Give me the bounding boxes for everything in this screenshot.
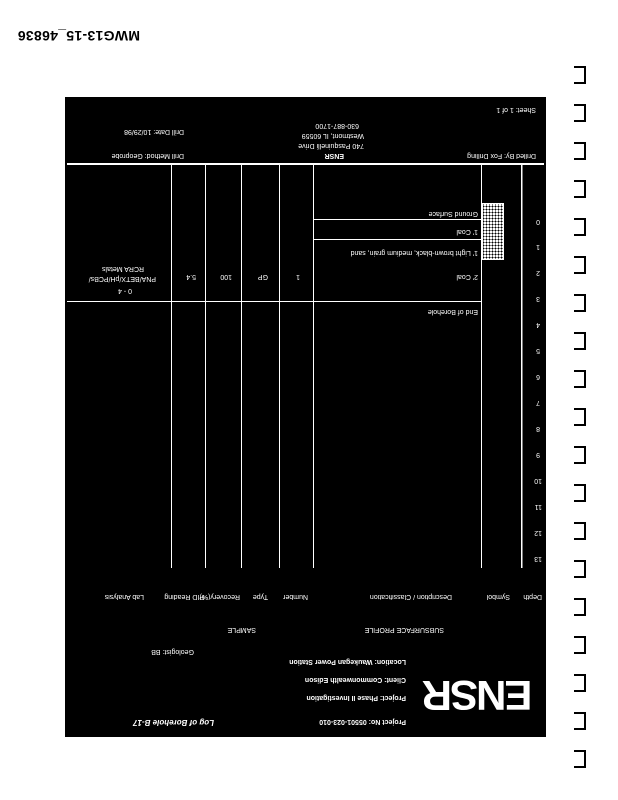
company-phone: 630-887-1700 <box>315 122 359 129</box>
depth-tick: 12 <box>534 529 542 536</box>
log-title: Log of Borehole B-17 <box>133 718 214 727</box>
margin-bracket <box>574 674 586 692</box>
depth-minor-ticks <box>520 165 530 620</box>
project-name: Project: Phase II Investigation <box>306 694 406 701</box>
margin-bracket <box>574 598 586 616</box>
location-name: Location: Waukegan Power Station <box>289 658 406 665</box>
margin-bracket <box>574 484 586 502</box>
ground-surface-label: Ground Surface <box>428 210 478 217</box>
divider-type <box>241 165 242 620</box>
col-number: Number <box>283 593 308 600</box>
company-address-1: 740 Pasquinelli Drive <box>298 142 364 149</box>
group-header-row <box>67 620 544 637</box>
margin-bracket <box>574 408 586 426</box>
margin-bracket <box>574 104 586 122</box>
col-symbol: Symbol <box>486 593 510 600</box>
lab-analysis-2: RCRA Metals <box>101 265 144 272</box>
group-subsurface-profile: SUBSURFACE PROFILE <box>364 626 444 633</box>
depth-tick: 0 <box>536 218 540 225</box>
margin-bracket <box>574 218 586 236</box>
sample-pid: 5.4 <box>186 273 196 280</box>
margin-bracket <box>574 66 586 84</box>
depth-tick: 10 <box>534 477 542 484</box>
divider-recovery <box>205 165 206 620</box>
col-pid: PID Reading <box>164 593 204 600</box>
log-grid <box>67 165 544 620</box>
col-recovery: Recovery(%) <box>199 593 240 600</box>
company-address-2: Westmont, IL 60559 <box>301 132 364 139</box>
layer-2: 1' Light brown-black, medium grain, sand <box>350 249 478 256</box>
group-sample: SAMPLE <box>227 626 256 633</box>
depth-tick: 6 <box>536 373 540 380</box>
divider-number <box>279 165 280 620</box>
title-block <box>67 637 544 735</box>
margin-bracket <box>574 294 586 312</box>
project-number: Project No: 05501-023-010 <box>319 718 406 725</box>
document-stamp: MWG13-15_46836 <box>17 28 140 44</box>
drill-method: Drill Method: Geoprobe <box>111 152 184 159</box>
lab-depth: 0 - 4 <box>117 287 132 294</box>
depth-tick: 3 <box>536 295 540 302</box>
col-type: Type <box>252 593 268 600</box>
margin-bracket <box>574 142 586 160</box>
depth-tick: 4 <box>536 321 540 328</box>
end-of-borehole: End of Borehole <box>427 308 478 315</box>
ensr-logo: ENSR <box>418 665 538 725</box>
layer-1: 1' Coal <box>456 228 478 235</box>
drill-info-bar <box>67 99 544 163</box>
margin-bracket <box>574 750 586 768</box>
margin-bracket <box>574 370 586 388</box>
depth-tick: 5 <box>536 347 540 354</box>
ground-surface-line <box>314 219 482 220</box>
client-name: Client: Commonwealth Edison <box>304 676 406 683</box>
column-header-row <box>67 568 544 620</box>
sample-number: 1 <box>296 273 300 280</box>
lab-analysis-1: PNA/BETX/pH/PCBs/ <box>88 275 156 282</box>
layer-3: 2' Coal <box>456 273 478 280</box>
depth-tick: 1 <box>536 243 540 250</box>
margin-bracket <box>574 446 586 464</box>
sample-type: GP <box>257 273 268 280</box>
divider-pid <box>171 165 172 620</box>
soil-symbol-hatch <box>482 203 504 260</box>
margin-bracket <box>574 522 586 540</box>
margin-bracket <box>574 180 586 198</box>
sheet-number: Sheet: 1 of 1 <box>496 106 536 113</box>
drill-date: Drill Date: 10/29/98 <box>124 128 184 135</box>
drilled-by: Drilled By: Fox Drilling <box>467 152 536 159</box>
depth-tick: 11 <box>534 503 542 510</box>
margin-bracket <box>574 560 586 578</box>
divider-description <box>313 165 314 620</box>
geologist: Geologist: BB <box>151 648 194 655</box>
depth-tick: 9 <box>536 451 540 458</box>
sample-recovery: 100 <box>220 273 232 280</box>
depth-tick: 2 <box>536 269 540 276</box>
margin-bracket <box>574 636 586 654</box>
margin-bracket <box>574 256 586 274</box>
depth-tick: 8 <box>536 425 540 432</box>
col-description: Description / Classification <box>369 593 452 600</box>
company-name: ENSR <box>324 152 344 159</box>
depth-tick: 13 <box>534 555 542 562</box>
end-line <box>67 301 482 302</box>
depth-tick: 7 <box>536 399 540 406</box>
col-lab: Lab Analysis <box>104 593 144 600</box>
margin-bracket <box>574 332 586 350</box>
col-depth: Depth <box>523 593 542 600</box>
layer-line <box>314 239 482 240</box>
margin-bracket <box>574 712 586 730</box>
